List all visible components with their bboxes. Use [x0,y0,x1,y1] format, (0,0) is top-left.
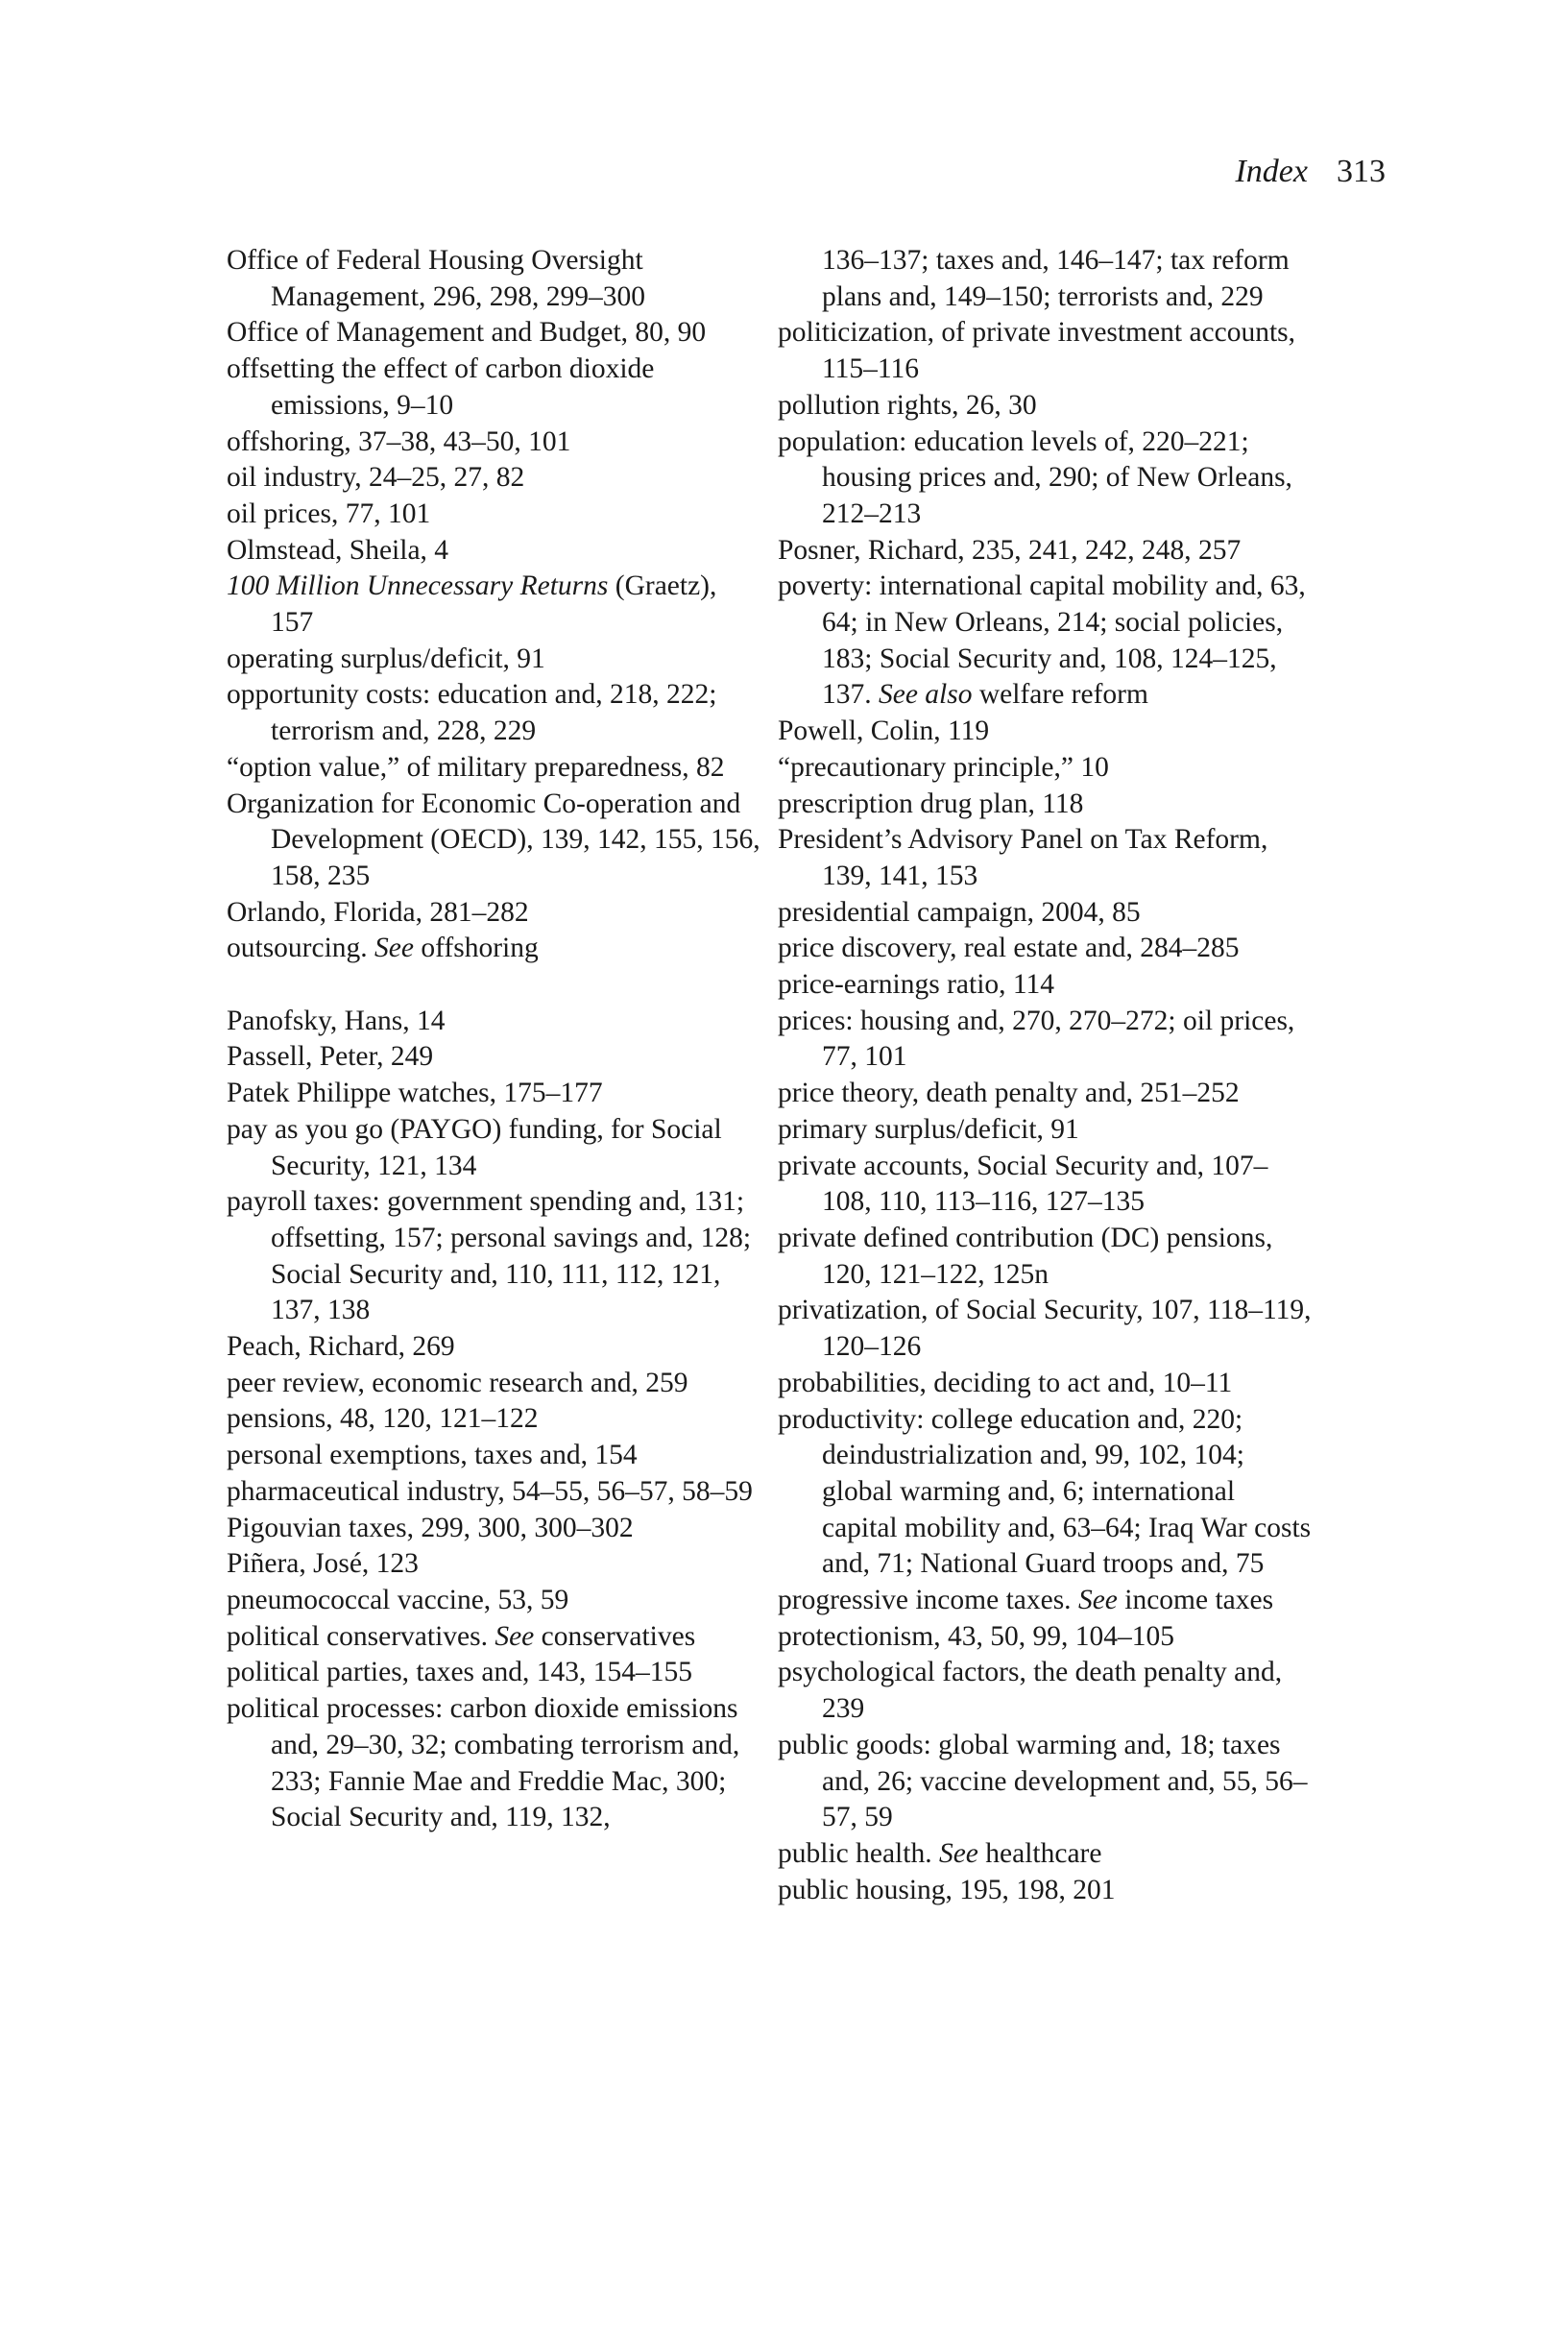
index-entry [227,677,764,749]
index-entry-text: privatization, of Social Security, 107, 118–119, 120–126 [778,1295,1312,1363]
index-entry-text: public health. [778,1837,939,1869]
index-entry [778,1221,1315,1293]
index-entry [227,533,764,570]
index-entry-text: offshoring, 37–38, 43–50, 101 [227,425,571,457]
index-entry-text: private accounts, Social Security and, 107–108, 110, 113–116, 127–135 [778,1150,1268,1218]
index-column-left [227,243,764,1836]
index-entry [778,714,1315,750]
index-entry [778,931,1315,967]
index-entry-text: productivity: college education and, 220; deindustrialization and, 99, 102, 104; global warming and, 6; international capital mobility and, 63–64; Iraq War costs and, 71; National Guard troops and, 75 [778,1403,1312,1580]
index-entry [778,1112,1315,1149]
index-entry-text: pneumococcal vaccine, 53, 59 [227,1585,569,1615]
index-entry-text: Office of Federal Housing Oversight Management, 296, 298, 299–300 [227,245,645,312]
index-entry-text: Panofsky, Hans, 14 [227,1005,446,1036]
index-entry-text: healthcare [977,1837,1102,1869]
index-entry [227,1112,764,1184]
index-entry [778,1619,1315,1656]
index-entry-text: psychological factors, the death penalty and, 239 [778,1657,1283,1725]
index-entry-text: peer review, economic research and, 259 [227,1367,688,1398]
index-entry [227,1366,764,1402]
index-entry-text: offshoring [413,933,539,964]
index-entry-text: political parties, taxes and, 143, 154–155 [227,1657,693,1688]
index-entry [778,1873,1315,1909]
index-entry [227,1619,764,1656]
index-entry-text: public goods: global warming and, 18; taxes and, 26; vaccine development and, 55, 56–57, 59 [778,1729,1308,1833]
index-entry-text: public housing, 195, 198, 201 [778,1874,1116,1905]
index-entry-text: protectionism, 43, 50, 99, 104–105 [778,1620,1174,1652]
index-entry-text: welfare reform [972,679,1148,711]
index-entry-text: probabilities, deciding to act and, 10–11 [778,1367,1233,1398]
index-entry [227,1076,764,1112]
index-entry-text: oil industry, 24–25, 27, 82 [227,462,525,494]
index-entry-text: See [495,1620,535,1652]
index-entry [778,1004,1315,1076]
index-entry [778,822,1315,894]
index-entry-text: President’s Advisory Panel on Tax Reform, 139, 141, 153 [778,824,1268,891]
index-entry-text: price-earnings ratio, 114 [778,969,1055,1001]
running-head [1235,156,1386,188]
index-entry [227,1583,764,1619]
index-entry-text: payroll taxes: government spending and, 131; offsetting, 157; personal savings and, 128; Social Security and, 110, 111, 112, 121, 137, 138 [227,1186,752,1326]
index-entry-text: private defined contribution (DC) pensions, 120, 121–122, 125n [778,1222,1273,1290]
index-entry [227,352,764,424]
index-entry-text: See also [879,679,973,711]
index-entry-text: political conservatives. [227,1620,495,1652]
index-entry [227,1511,764,1547]
letter-group-gap [227,967,764,1004]
index-entry-text: pay as you go (PAYGO) funding, for Social Security, 121, 134 [227,1113,722,1181]
index-entry [227,1039,764,1076]
index-column-right [778,243,1315,1908]
index-entry [778,1402,1315,1584]
index-entry [778,895,1315,932]
index-entry [778,1655,1315,1727]
index-entry-text: See [938,1837,978,1869]
index-entry-text: Patek Philippe watches, 175–177 [227,1078,603,1109]
index-entry [778,424,1315,533]
index-entry [778,1293,1315,1365]
index-entry-text: Piñera, José, 123 [227,1548,419,1580]
index-entry-text: pollution rights, 26, 30 [778,389,1037,421]
index-entry-text: prices: housing and, 270, 270–272; oil prices, 77, 101 [778,1005,1295,1073]
page-number: 313 [1337,154,1386,189]
index-entry-text: progressive income taxes. [778,1585,1078,1616]
index-entry [227,1329,764,1366]
index-entry-text: pharmaceutical industry, 54–55, 56–57, 58–59 [227,1475,753,1507]
index-entry [227,1401,764,1438]
index-entry-text: conservatives [534,1620,696,1652]
index-entry [778,533,1315,570]
index-entry [227,460,764,497]
index-entry-text: Pigouvian taxes, 299, 300, 300–302 [227,1512,634,1543]
index-entry [227,1546,764,1583]
index-entry-text: population: education levels of, 220–221; housing prices and, 290; of New Orleans, 212–213 [778,425,1292,529]
index-entry [778,750,1315,787]
index-entry-text: offsetting the effect of carbon dioxide emissions, 9–10 [227,353,655,421]
index-entry-text: “option value,” of military preparedness, 82 [227,751,725,783]
index-entry-text: outsourcing. [227,933,375,964]
index-entry-text: Orlando, Florida, 281–282 [227,896,529,928]
index-entry-text: Organization for Economic Co-operation and Development (OECD), 139, 142, 155, 156, 158, 235 [227,788,760,891]
index-entry [778,1366,1315,1402]
index-entry [778,1836,1315,1873]
index-entry-text: price theory, death penalty and, 251–252 [778,1078,1240,1109]
index-entry-text: Passell, Peter, 249 [227,1041,434,1073]
index-entry [227,1474,764,1511]
index-entry-text: Olmstead, Sheila, 4 [227,534,449,566]
index-entry [778,388,1315,424]
index-entry [227,243,764,315]
index-entry [778,1583,1315,1619]
index-entry [227,424,764,461]
index-entry-text: Posner, Richard, 235, 241, 242, 248, 257 [778,534,1242,566]
index-entry [778,787,1315,823]
index-entry-text: (Graetz), 157 [271,570,717,639]
index-entry-text: price discovery, real estate and, 284–285 [778,933,1240,964]
index-entry [778,967,1315,1004]
index-entry-text: oil prices, 77, 101 [227,497,431,529]
index-entry [227,1655,764,1691]
index-entry-text: prescription drug plan, 118 [778,788,1084,819]
index-entry [227,895,764,932]
index-entry [778,315,1315,387]
section-title: Index [1235,154,1308,189]
index-entry-continued [778,243,1315,315]
index-entry [227,315,764,352]
index-entry-text: See [374,933,414,964]
index-entry [778,1149,1315,1221]
index-entry [227,642,764,678]
index-entry-text: Peach, Richard, 269 [227,1331,455,1363]
index-entry-text: Office of Management and Budget, 80, 90 [227,317,707,349]
index-entry [227,1004,764,1040]
index-entry-text: primary surplus/deficit, 91 [778,1113,1079,1145]
index-entry-text: presidential campaign, 2004, 85 [778,896,1141,928]
index-entry [227,787,764,895]
index-entry [778,1728,1315,1836]
index-entry-text: personal exemptions, taxes and, 154 [227,1440,638,1471]
index-entry [227,569,764,641]
index-entry [227,1691,764,1836]
index-entry [227,1184,764,1329]
index-entry-text: Powell, Colin, 119 [778,715,990,747]
index-entry-text: operating surplus/deficit, 91 [227,643,545,674]
index-entry [227,931,764,967]
index-entry-text: political processes: carbon dioxide emissions and, 29–30, 32; combating terrorism and, 233; Fannie Mae and Freddie Mac, 300; Social Security and, 119, 132, [227,1693,740,1833]
index-entry-text: 100 Million Unnecessary Returns [227,570,609,602]
index-entry-text: income taxes [1117,1585,1274,1616]
index-entry [227,1438,764,1474]
index-entry-text: poverty: international capital mobility and, 63, 64; in New Orleans, 214; social policies, 183; Social Security and, 108, 124–125, 137. [778,570,1306,711]
index-entry [227,497,764,533]
index-entry-text: pensions, 48, 120, 121–122 [227,1403,539,1435]
index-entry [227,750,764,787]
index-entry-text: “precautionary principle,” 10 [778,751,1109,783]
index-entry-text: See [1077,1585,1118,1616]
index-entry-text: politicization, of private investment accounts, 115–116 [778,317,1296,385]
index-entry [778,569,1315,714]
index-entry-text: opportunity costs: education and, 218, 222; terrorism and, 228, 229 [227,679,717,747]
index-entry-text: 136–137; taxes and, 146–147; tax reform plans and, 149–150; terrorists and, 229 [822,245,1290,312]
index-entry [778,1076,1315,1112]
